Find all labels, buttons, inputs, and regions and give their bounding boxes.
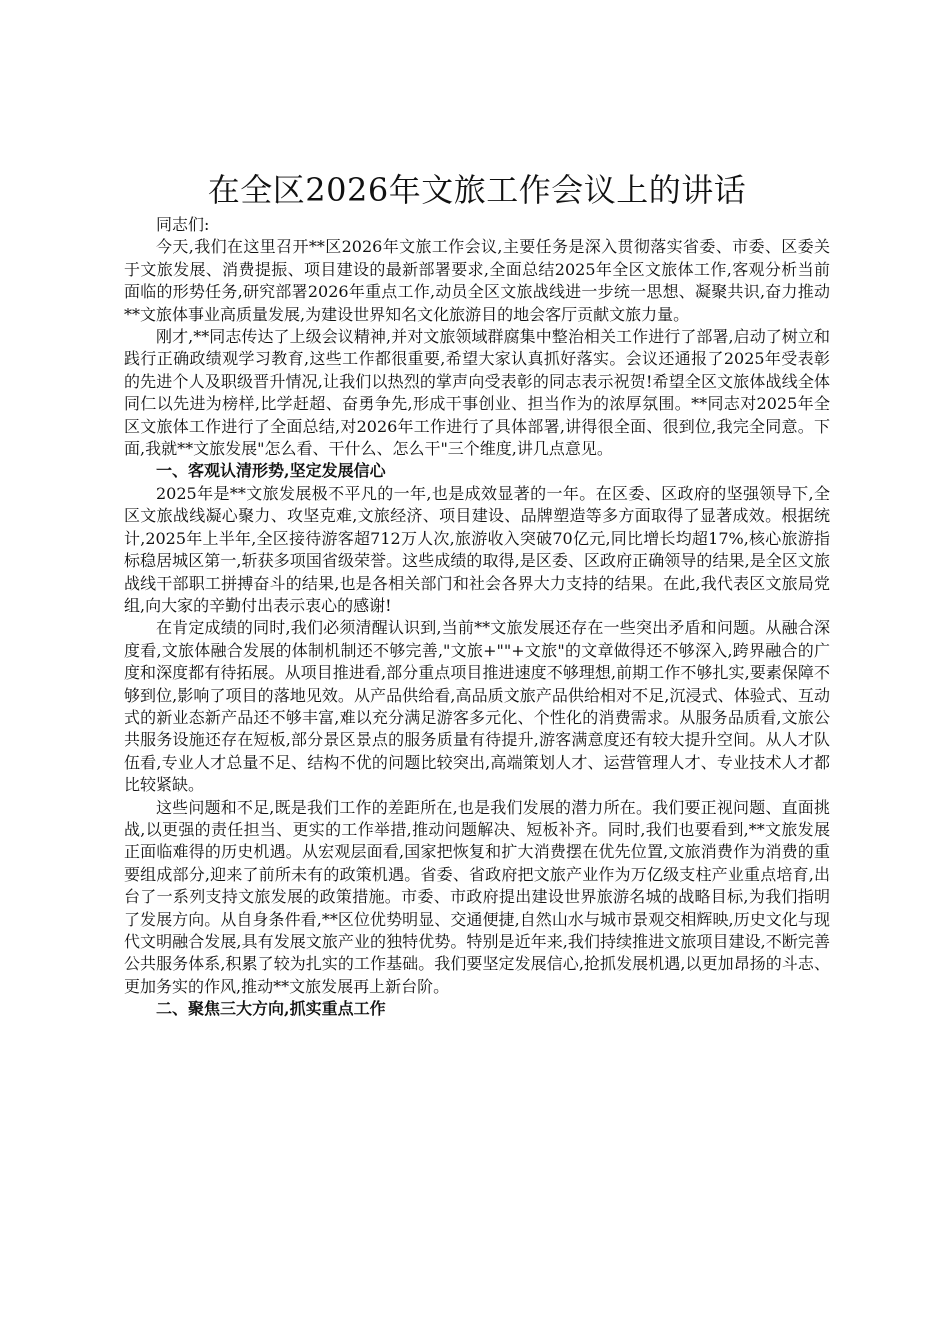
document-title: 在全区2026年文旅工作会议上的讲话 bbox=[207, 171, 747, 209]
section-1-heading: 一、客观认清形势,坚定发展信心 bbox=[156, 461, 386, 481]
section-2-heading: 二、聚焦三大方向,抓实重点工作 bbox=[156, 999, 386, 1019]
document-page bbox=[124, 168, 830, 1021]
salutation: 同志们: bbox=[156, 215, 210, 234]
intro-paragraph-2: 刚才,**同志传达了上级会议精神,并对文旅领域群腐集中整治相关工作进行了部署,启动了树立和践行正确政绩观学习教育,这些工作都很重要,希望大家认真抓好落实。会议还通报了2025年受表彰的先进个人及职级晋升情况,让我们以热烈的掌声向受表彰的同志表示祝贺!希望全区文旅体战线全体同仁以先进为榜样,比学赶超、奋勇争先,形成干事创业、担当作为的浓厚氛围。**同志对2025年全区文旅体工作进行了全面总结,对2026年工作进行了具体部署,讲得很全面、很到位,我完全同意。下面,我就**文旅发展"怎么看、干什么、怎么干"三个维度,讲几点意见。 bbox=[124, 327, 830, 459]
intro-paragraph-1: 今天,我们在这里召开**区2026年文旅工作会议,主要任务是深入贯彻落实省委、市委、区委关于文旅发展、消费提振、项目建设的最新部署要求,全面总结2025年全区文旅体工作,客观分析当前面临的形势任务,研究部署2026年重点工作,动员全区文旅战线进一步统一思想、凝聚共识,奋力推动**文旅体事业高质量发展,为建设世界知名文化旅游目的地会客厅贡献文旅力量。 bbox=[124, 237, 830, 324]
section-1-paragraph-3: 这些问题和不足,既是我们工作的差距所在,也是我们发展的潜力所在。我们要正视问题、直面挑战,以更强的责任担当、更实的工作举措,推动问题解决、短板补齐。同时,我们也要看到,**文旅发展正面临难得的历史机遇。从宏观层面看,国家把恢复和扩大消费摆在优先位置,文旅消费作为消费的重要组成部分,迎来了前所未有的政策机遇。省委、省政府把文旅产业作为万亿级支柱产业重点培育,出台了一系列支持文旅发展的政策措施。市委、市政府提出建设世界旅游名城的战略目标,为我们指明了发展方向。从自身条件看,**区位优势明显、交通便捷,自然山水与城市景观交相辉映,历史文化与现代文明融合发展,具有发展文旅产业的独特优势。特别是近年来,我们持续推进文旅项目建设,不断完善公共服务体系,积累了较为扎实的工作基础。我们要坚定发展信心,抢抓发展机遇,以更加昂扬的斗志、更加务实的作风,推动**文旅发展再上新台阶。 bbox=[124, 797, 830, 996]
section-1-paragraph-1: 2025年是**文旅发展极不平凡的一年,也是成效显著的一年。在区委、区政府的坚强领导下,全区文旅战线凝心聚力、攻坚克难,文旅经济、项目建设、品牌塑造等多方面取得了显著成效。根据统计,2025年上半年,全区接待游客超712万人次,旅游收入突破70亿元,同比增长均超17%,核心旅游指标稳居城区第一,斩获多项国省级荣誉。这些成绩的取得,是区委、区政府正确领导的结果,是全区文旅战线干部职工拼搏奋斗的结果,也是各相关部门和社会各界大力支持的结果。在此,我代表区文旅局党组,向大家的辛勤付出表示衷心的感谢! bbox=[124, 483, 830, 615]
section-1-paragraph-2: 在肯定成绩的同时,我们必须清醒认识到,当前**文旅发展还存在一些突出矛盾和问题。从融合深度看,文旅体融合发展的体制机制还不够完善,"文旅+""+文旅"的文章做得还不够深入,跨界融合的广度和深度都有待拓展。从项目推进看,部分重点项目推进速度不够理想,前期工作不够扎实,要素保障不够到位,影响了项目的落地见效。从产品供给看,高品质文旅产品供给相对不足,沉浸式、体验式、互动式的新业态新产品还不够丰富,难以充分满足游客多元化、个性化的消费需求。从服务品质看,文旅公共服务设施还存在短板,部分景区景点的服务质量有待提升,游客满意度还有较大提升空间。从人才队伍看,专业人才总量不足、结构不优的问题比较突出,高端策划人才、运营管理人才、专业技术人才都比较紧缺。 bbox=[124, 618, 830, 795]
